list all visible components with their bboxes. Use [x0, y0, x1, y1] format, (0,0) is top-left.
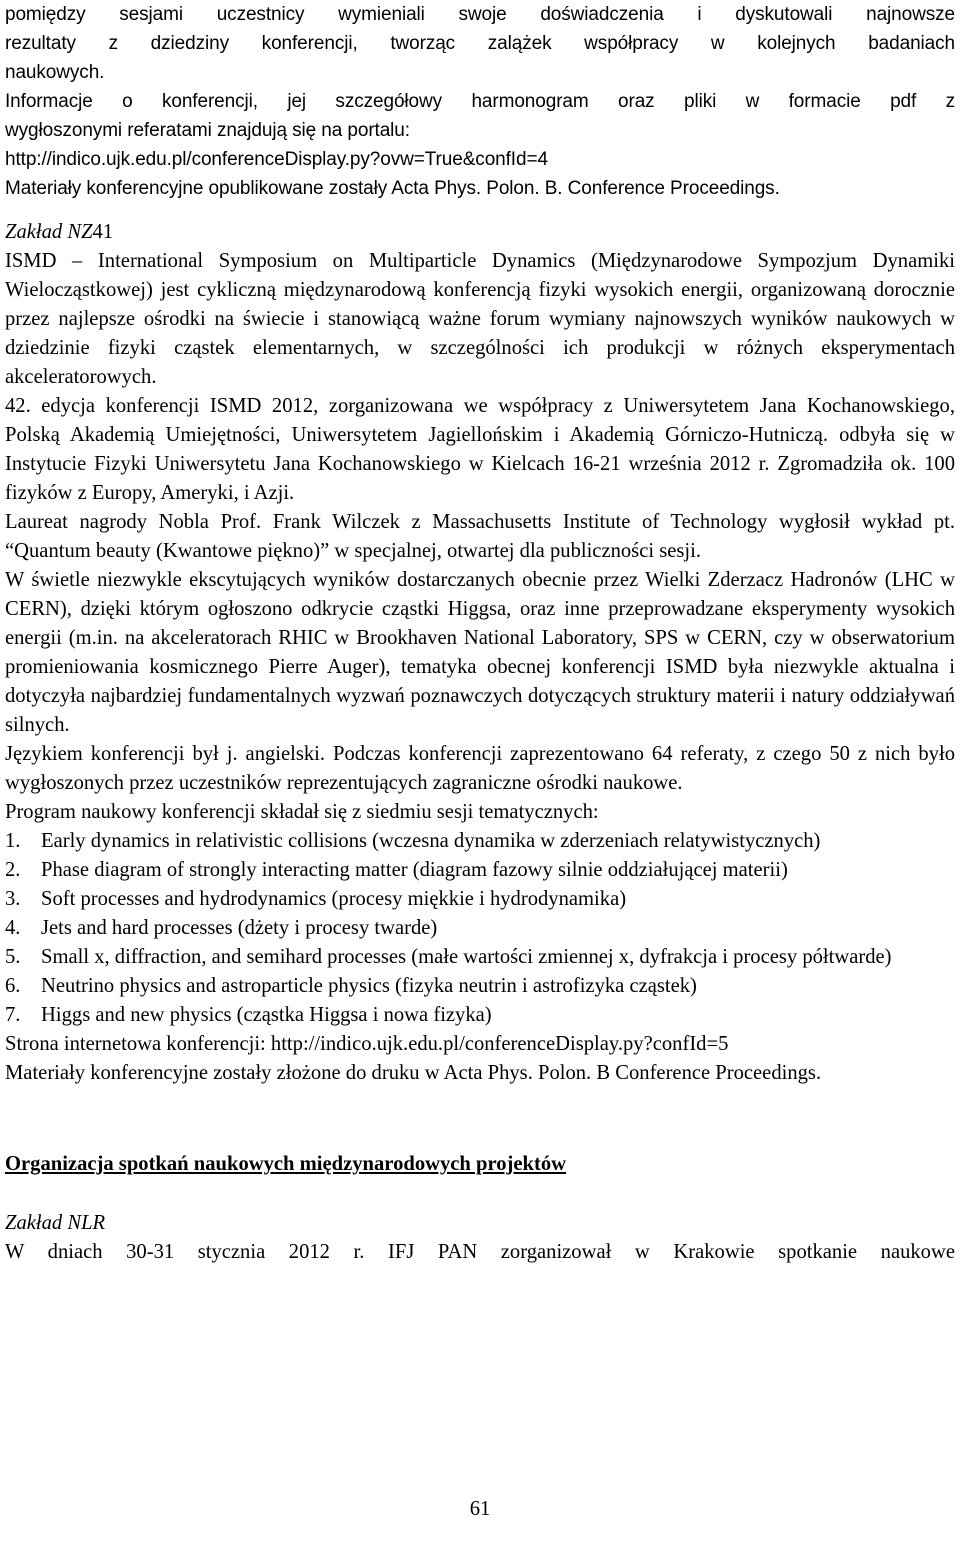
conference-url[interactable]: http://indico.ujk.edu.pl/conferenceDisplay.py?ovw=True&confId=4	[5, 149, 548, 170]
list-item	[5, 943, 955, 972]
section-label	[5, 218, 955, 247]
department-label: Zakład NLR	[5, 1212, 106, 1234]
list-item	[5, 914, 955, 943]
materials-note: Materiały konferencyjne opublikowane zostały Acta Phys. Polon. B. Conference Proceedings.	[5, 178, 780, 199]
info-line: wygłoszonymi referatami znajdują się na portalu:	[5, 120, 410, 141]
lhc-context: W świetle niezwykle ekscytujących wyników dostarczanych obecnie przez Wielki Zderzacz Hadronów (LHC w CERN), dzięki którym ogłoszono odkrycie cząstki Higgsa, oraz inne przeprowadzane eksperymenty wysokich energii (m.in. na akceleratorach RHIC w Brookhaven National Laboratory, SPS w CERN, czy w obserwatorium promieniowania kosmicznego Pierre Auger), tematyka obecnej konferencji ISMD była niezwykle aktualna i dotyczyła najbardziej fundamentalnych wyzwań poznawczych dotyczących struktury materii i natury oddziaływań silnych.	[5, 569, 955, 736]
list-item	[5, 1001, 955, 1030]
list-item	[5, 827, 955, 856]
list-number: 3.	[5, 888, 21, 910]
intro-line: rezultaty z dziedziny konferencji, tworząc zalążek współpracy w kolejnych badaniach	[5, 33, 955, 54]
session-list	[5, 827, 955, 1030]
list-number: 2.	[5, 859, 21, 881]
intro-line: pomiędzy sesjami uczestnicy wymieniali swoje doświadczenia i dyskutowali najnowsze	[5, 4, 955, 25]
list-text: Small x, diffraction, and semihard processes (małe wartości zmiennej x, dyfrakcja i procesy półtwarde)	[41, 946, 892, 968]
list-number: 4.	[5, 917, 21, 939]
list-item	[5, 885, 955, 914]
list-number: 6.	[5, 975, 21, 997]
department-number: 41	[92, 221, 114, 243]
ismd-description: ISMD – International Symposium on Multiparticle Dynamics (Międzynarodowe Sympozjum Dynamiki Wielocząstkowej) jest cykliczną międzynarodową konferencją fizyki wysokich energii, organizowaną dorocznie przez najlepsze ośrodki na świecie i stanowiącą ważne forum wymiany najnowszych wyników naukowych w dziedzinie fizyki cząstek elementarnych, w szczególności ich produkcji w różnych eksperymentach akceleratorowych.	[5, 250, 955, 388]
intro-paragraph	[5, 0, 955, 203]
list-text: Soft processes and hydrodynamics (procesy miękkie i hydrodynamika)	[41, 888, 627, 910]
nobel-lecture: Laureat nagrody Nobla Prof. Frank Wilczek z Massachusetts Institute of Technology wygłosił wykład pt. “Quantum beauty (Kwantowe piękno)” w specjalnej, otwartej dla publiczności sesji.	[5, 511, 955, 562]
list-number: 5.	[5, 946, 21, 968]
list-item	[5, 856, 955, 885]
ismd-edition: 42. edycja konferencji ISMD 2012, zorganizowana we współpracy z Uniwersytetem Jana Kochanowskiego, Polską Akademią Umiejętności, Uniwersytetem Jagiellońskim i Akademią Górniczo-Hutniczą. odbyła się w Instytucie Fizyki Uniwersytetu Jana Kochanowskiego w Kielcach 16-21 września 2012 r. Zgromadziła ok. 100 fizyków z Europy, Ameryki, i Azji.	[5, 395, 955, 504]
meeting-text: W dniach 30-31 stycznia 2012 r. IFJ PAN zorganizował w Krakowie spotkanie naukowe	[5, 1241, 955, 1263]
list-item	[5, 972, 955, 1001]
list-text: Neutrino physics and astroparticle physics (fizyka neutrin i astrofizyka cząstek)	[41, 975, 697, 997]
language-note: Językiem konferencji był j. angielski. Podczas konferencji zaprezentowano 64 referaty, z czego 50 z nich było wygłoszonych przez uczestników reprezentujących zagraniczne ośrodki naukowe.	[5, 743, 955, 794]
intro-line: naukowych.	[5, 62, 105, 83]
page-number: 61	[469, 1498, 491, 1520]
section-heading: Organizacja spotkań naukowych międzynarodowych projektów	[5, 1153, 567, 1175]
list-text: Jets and hard processes (dżety i procesy twarde)	[41, 917, 438, 939]
list-text: Higgs and new physics (cząstka Higgsa i nowa fizyka)	[41, 1004, 492, 1026]
program-intro: Program naukowy konferencji składał się z siedmiu sesji tematycznych:	[5, 801, 599, 823]
document-page	[5, 0, 955, 1267]
conference-website: Strona internetowa konferencji: http://indico.ujk.edu.pl/conferenceDisplay.py?confId=5	[5, 1033, 729, 1055]
list-text: Phase diagram of strongly interacting matter (diagram fazowy silnie oddziałującej materii)	[41, 859, 788, 881]
department-label: Zakład NZ	[5, 221, 93, 243]
list-number: 7.	[5, 1004, 21, 1026]
info-line: Informacje o konferencji, jej szczegółowy harmonogram oraz pliki w formacie pdf z	[5, 91, 955, 112]
list-number: 1.	[5, 830, 21, 852]
list-text: Early dynamics in relativistic collisions (wczesna dynamika w zderzeniach relatywistycznych)	[41, 830, 821, 852]
proceedings-note: Materiały konferencyjne zostały złożone do druku w Acta Phys. Polon. B Conference Proceedings.	[5, 1062, 822, 1084]
